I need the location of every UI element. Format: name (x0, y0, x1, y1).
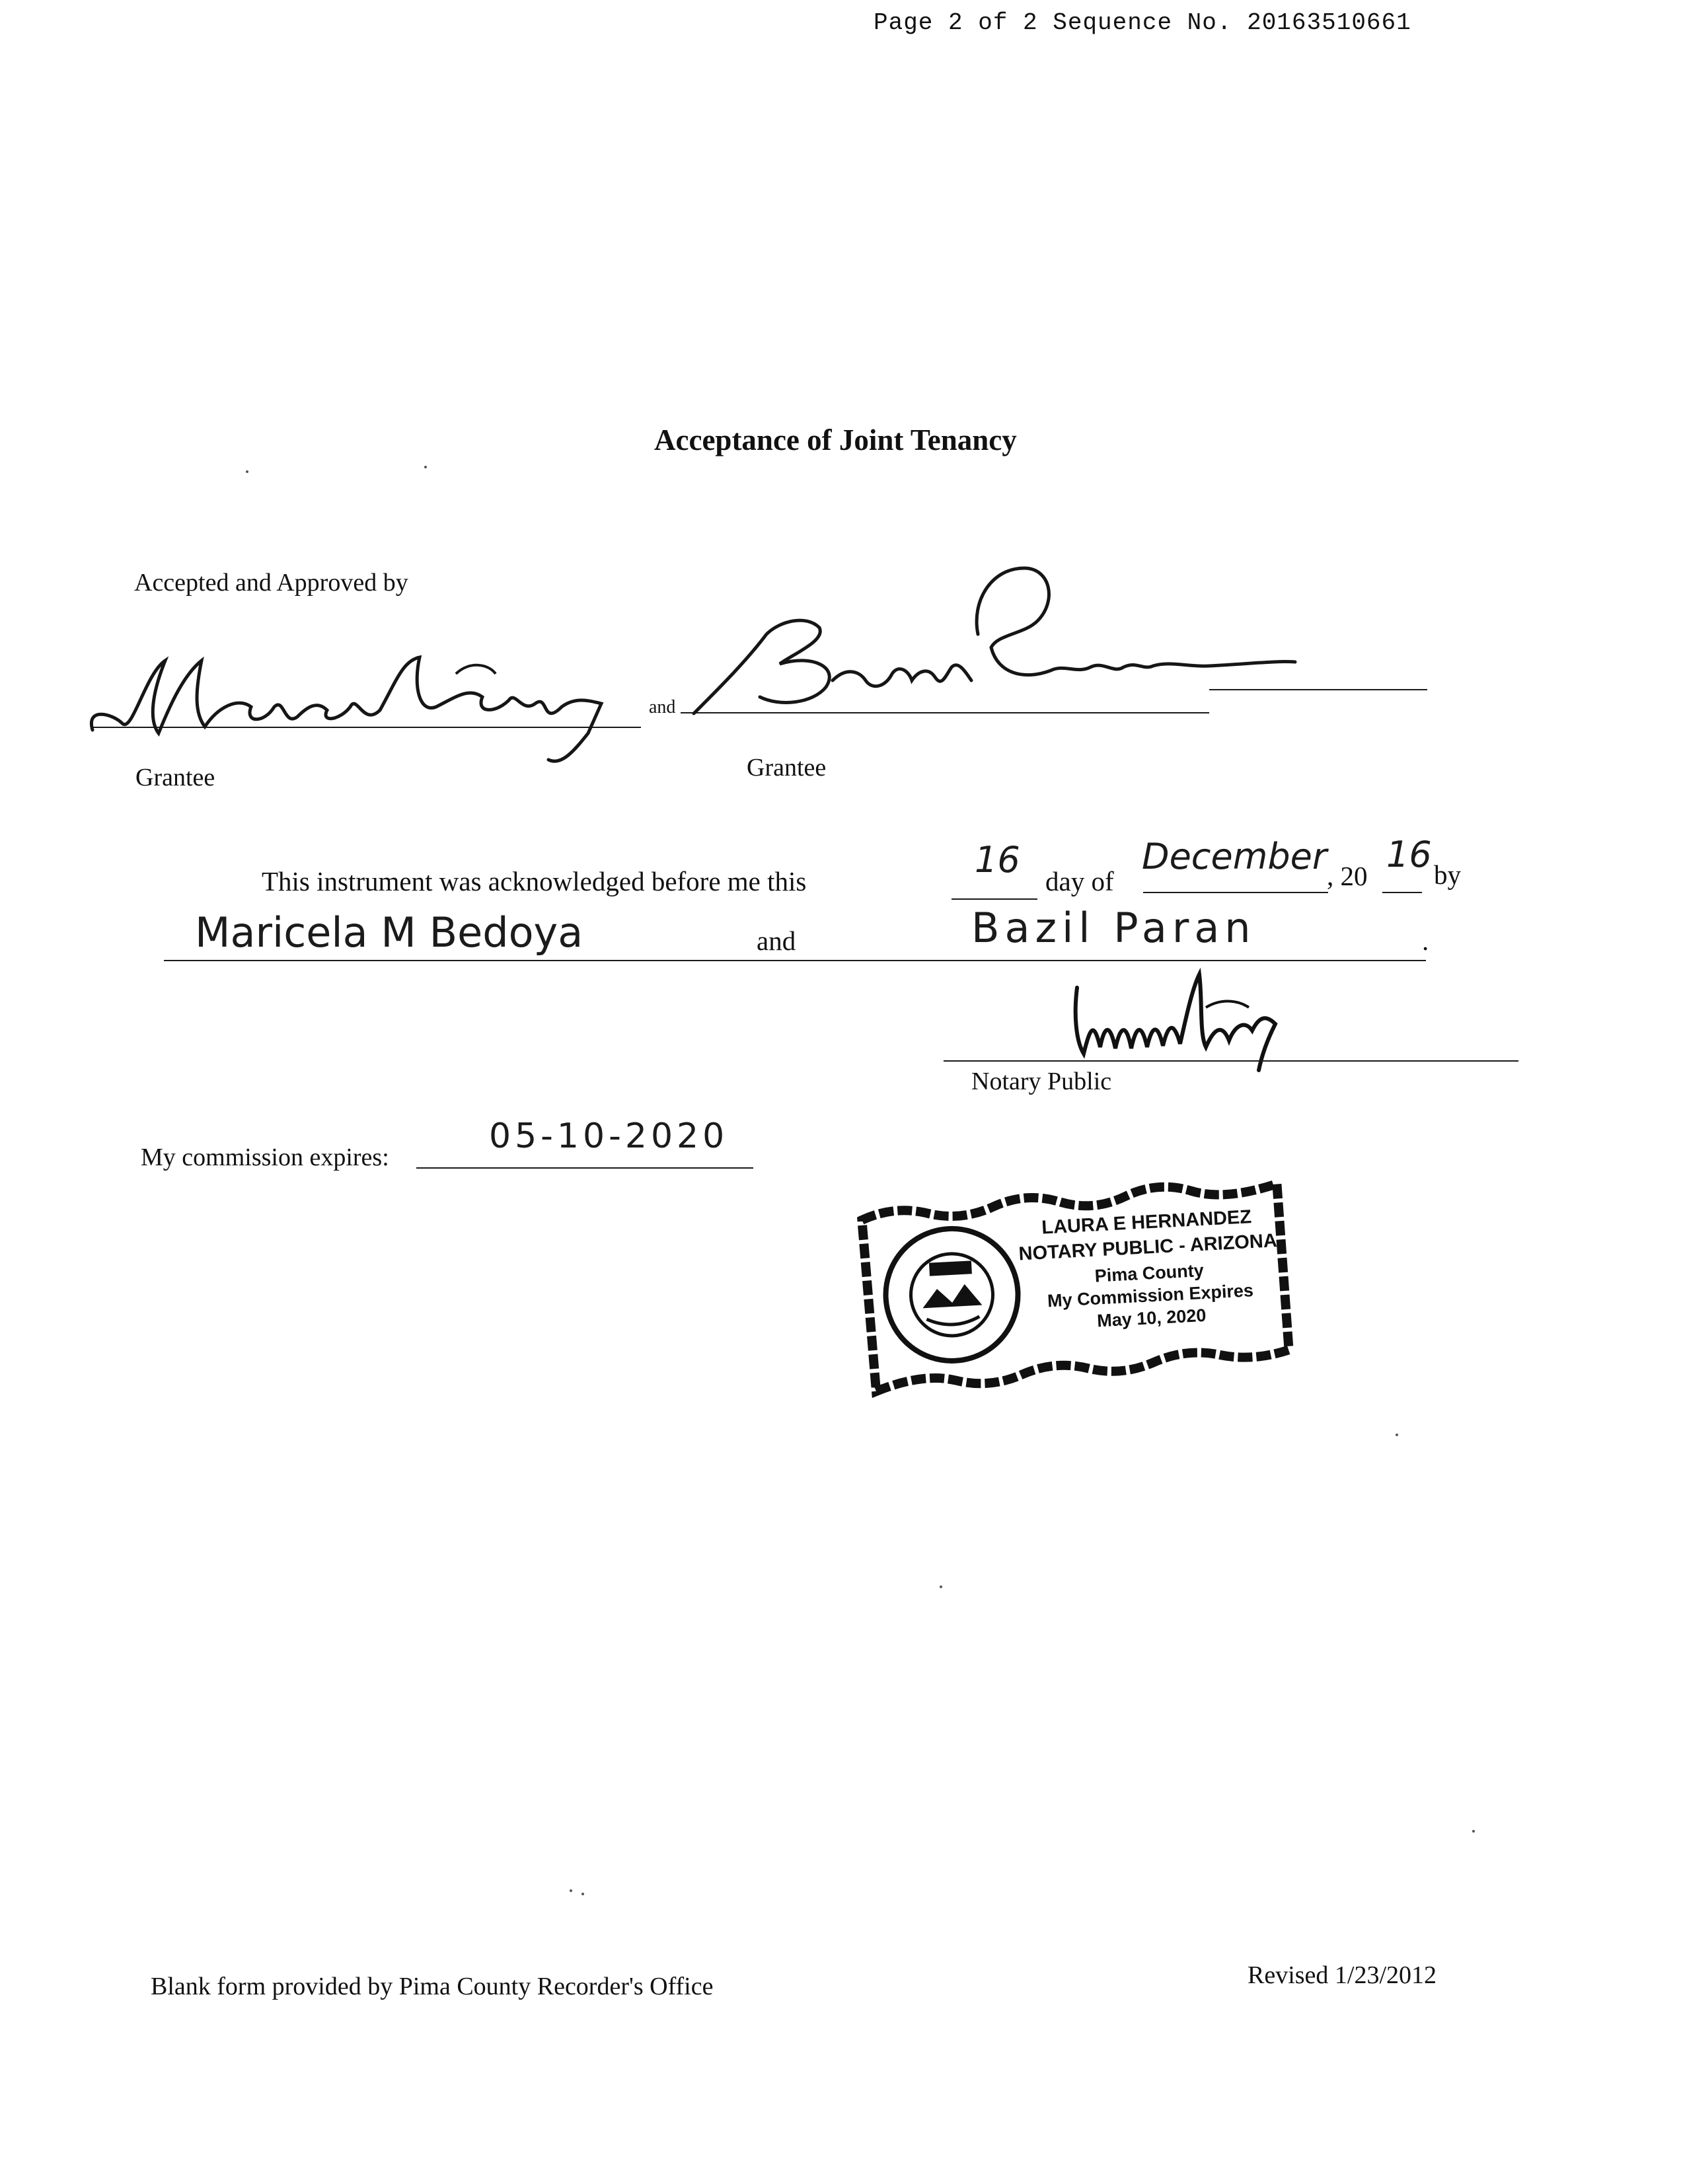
commission-expires-handwritten: 05-10-2020 (489, 1116, 729, 1156)
day-line (952, 898, 1037, 900)
year-line (1382, 892, 1422, 893)
day-of-label: day of (1045, 866, 1114, 896)
document-title: Acceptance of Joint Tenancy (654, 423, 1017, 456)
stamp-notary-name: LAURA E HERNANDEZ (1041, 1206, 1252, 1239)
day-value-handwritten: 16 (975, 839, 1020, 881)
scan-speck (570, 1889, 572, 1892)
footer-revised: Revised 1/23/2012 (1248, 1961, 1437, 1989)
notary-stamp (854, 1171, 1300, 1399)
year-prefix: , 20 (1327, 861, 1368, 891)
scan-speck (581, 1893, 584, 1895)
scan-speck (246, 470, 248, 473)
grantee-signature-1 (86, 634, 628, 766)
scan-speck (1472, 1830, 1475, 1833)
month-value-handwritten: December (1142, 836, 1327, 877)
stamp-county: Pima County (1094, 1260, 1205, 1286)
commission-expires-label: My commission expires: (141, 1144, 389, 1171)
grantee-label-1: Grantee (135, 764, 215, 791)
footer-provider: Blank form provided by Pima County Recorder's Office (151, 1973, 714, 2000)
scan-speck (424, 466, 427, 468)
and-label: and (757, 926, 796, 956)
stamp-expires-date: May 10, 2020 (1096, 1305, 1207, 1331)
page-sequence-header: Page 2 of 2 Sequence No. 20163510661 (874, 9, 1411, 36)
notary-signature-line (944, 1060, 1518, 1062)
name-1-handwritten: Maricela M Bedoya (195, 908, 583, 957)
accepted-label: Accepted and Approved by (134, 569, 408, 597)
stamp-expires-label: My Commission Expires (1047, 1280, 1254, 1311)
grantee-signature-2 (681, 555, 1315, 727)
names-period: . (1422, 926, 1429, 956)
scan-speck (1396, 1434, 1398, 1436)
scan-speck (940, 1585, 942, 1588)
by-label: by (1434, 859, 1461, 890)
month-line (1143, 892, 1328, 893)
year-value-handwritten: 16 (1386, 834, 1432, 875)
notary-signature (1064, 961, 1289, 1074)
grantee-label-2: Grantee (747, 754, 827, 782)
name-2-handwritten: Bazil Paran (971, 904, 1256, 952)
and-connector: and (649, 697, 676, 717)
commission-expires-line (416, 1167, 753, 1169)
notary-public-label: Notary Public (971, 1068, 1112, 1095)
stamp-notary-title: NOTARY PUBLIC - ARIZONA (1018, 1230, 1278, 1265)
acknowledgment-prefix: This instrument was acknowledged before me this (262, 866, 807, 896)
